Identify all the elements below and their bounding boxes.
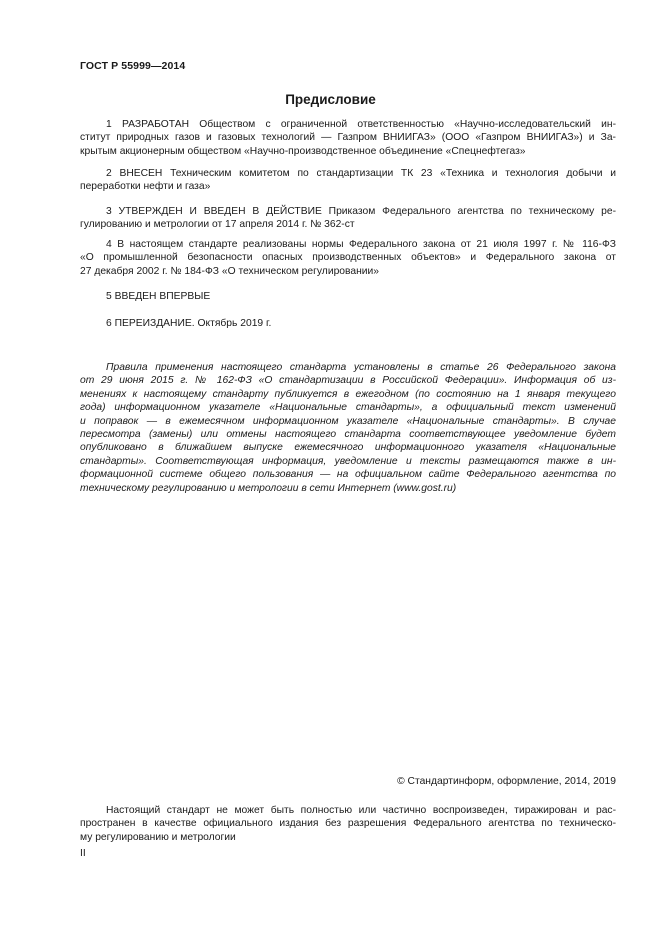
text-line: стандарты». Соответствующая информация, уведомление и тексты размещаются также в ин- xyxy=(80,455,616,467)
copyright-notice: © Стандартинформ, оформление, 2014, 2019 xyxy=(397,776,616,787)
text-line: пространен в качестве официального издания без разрешения Федерального агентства по техническо- xyxy=(80,818,616,830)
text-line: формационной системе общего пользования — на официальном сайте Федерального агентства по xyxy=(80,469,616,481)
text-line: Правила применения настоящего стандарта установлены в статье 26 Федерального закона xyxy=(106,362,616,373)
standard-application-notice xyxy=(80,361,616,495)
text-line: му регулированию и метрологии xyxy=(80,831,236,843)
text-line: опубликовано в ближайшем выпуске ежемесячного информационного указателя «Национальные xyxy=(80,442,616,454)
foreword-item-6 xyxy=(80,317,616,330)
text-line: 2 ВНЕСЕН Техническим комитетом по стандартизации ТК 23 «Техника и технология добычи и xyxy=(106,168,616,179)
page-number: II xyxy=(80,848,86,859)
text-line: техническому регулированию и метрологии в сети Интернет (www.gost.ru) xyxy=(80,482,457,494)
page-title: Предисловие xyxy=(285,92,376,107)
reproduction-notice xyxy=(80,804,616,844)
text-line: 3 УТВЕРЖДЕН И ВВЕДЕН В ДЕЙСТВИЕ Приказом Федерального агентства по техническому ре- xyxy=(106,206,616,217)
text-line: 27 декабря 2002 г. № 184-ФЗ «О техническом регулировании» xyxy=(80,265,380,277)
text-line: ститут природных газов и газовых технологий — Газпром ВНИИГАЗ» (ООО «Газпром ВНИИГАЗ») и За- xyxy=(80,132,616,144)
text-line: крытым акционерным обществом «Научно-производственное объединение «Спецнефтегаз» xyxy=(80,145,526,157)
text-line: «О промышленной безопасности опасных производственных объектов» и Федерального закона от xyxy=(80,252,616,264)
text-line: 6 ПЕРЕИЗДАНИЕ. Октябрь 2019 г. xyxy=(106,318,272,329)
foreword-item-2 xyxy=(80,167,616,194)
text-line: 5 ВВЕДЕН ВПЕРВЫЕ xyxy=(106,291,211,302)
text-line: от 29 июня 2015 г. № 162-ФЗ «О стандартизации в Российской Федерации». Информация об из- xyxy=(80,375,616,387)
text-line: года) информационном указателе «Национальные стандарты», а официальный текст изменений xyxy=(80,402,616,414)
text-line: пересмотра (замены) или отмены настоящего стандарта соответствующее уведомление будет xyxy=(80,429,616,441)
text-line: переработки нефти и газа» xyxy=(80,181,211,193)
foreword-item-1 xyxy=(80,118,616,158)
foreword-item-5 xyxy=(80,290,616,303)
foreword-item-4 xyxy=(80,238,616,278)
foreword-item-3 xyxy=(80,205,616,232)
text-line: 1 РАЗРАБОТАН Обществом с ограниченной ответственностью «Научно-исследовательский ин- xyxy=(106,119,616,130)
text-line: и поправок — в ежемесячном информационном указателе «Национальные стандарты». В случае xyxy=(80,415,616,427)
document-code: ГОСТ Р 55999—2014 xyxy=(80,60,186,72)
text-line: 4 В настоящем стандарте реализованы нормы Федерального закона от 21 июля 1997 г. № 116-ФЗ xyxy=(106,239,616,250)
text-line: гулированию и метрологии от 17 апреля 2014 г. № 362-ст xyxy=(80,219,355,231)
text-line: менениях к настоящему стандарту публикуется в ежегодном (по состоянию на 1 января текущего xyxy=(80,388,616,400)
text-line: Настоящий стандарт не может быть полностью или частично воспроизведен, тиражирован и рас- xyxy=(106,805,616,816)
